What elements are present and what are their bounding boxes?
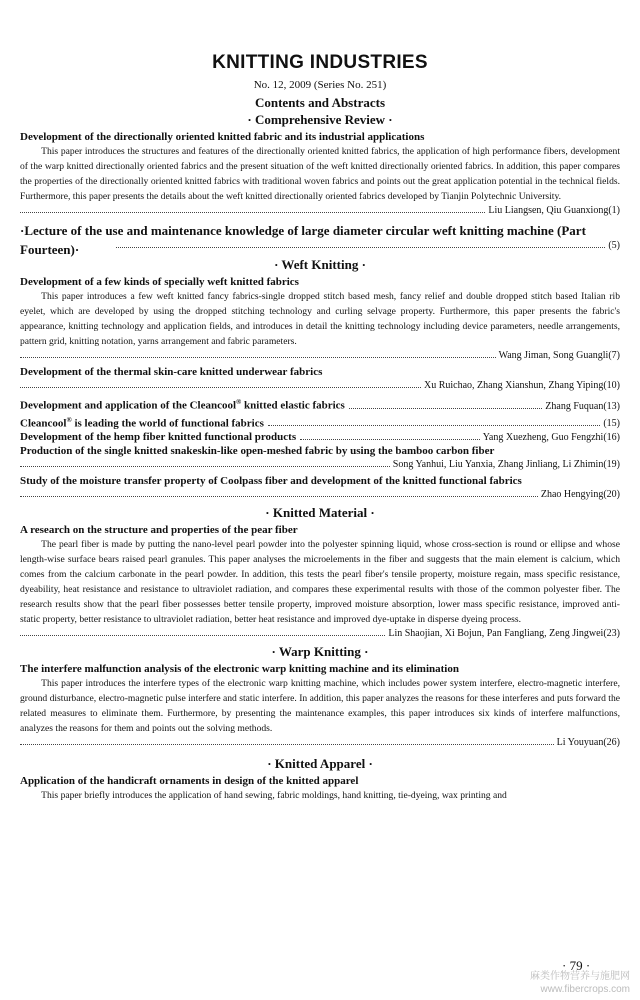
dot-leader — [20, 386, 421, 388]
dot-leader — [268, 424, 600, 426]
article-page: (15) — [603, 418, 620, 430]
page-number: · 79 · — [562, 958, 591, 973]
registered-mark: ® — [236, 398, 242, 406]
article-authors: Yang Xuezheng, Guo Fengzhi(16) — [482, 432, 620, 444]
section-heading-weft: · Weft Knitting · — [274, 257, 366, 272]
article-authors: Li Youyuan(26) — [556, 737, 620, 749]
dot-leader — [116, 246, 605, 248]
article-abstract: This paper briefly introduces the application of hand sewing, fabric moldings, hand knitting, tie-dyeing, wax printing and — [41, 790, 507, 802]
article-authors: Zhang Fuquan(13) — [545, 400, 620, 412]
article-row — [20, 414, 620, 431]
article-abstract: The pearl fiber is made by putting the nano-level pearl powder into the polyester spinning liquid, whose cross-section is round or ellipse and whose length-wise surface bears raised pearl granules. This paper analyses the microelements in the fiber and suggests that the main element is calcium, which comes from the calcium carbonate in the pearl powder. In addition, this tests the pearl fiber's tensile property, moisture regain, mass specific resistance, dyeability, heat resistance and resistance to ultraviolet radiation, and compares these experimental results with those of the common polyester fiber. The research results show that the pearl fiber possesses better tensile property, improved moisture absorption, lower mass specific resistance, improved anti-static property, better resistance to ultraviolet radiation, better heat resistance and improved dye-uptake in disperse dyeing process. — [20, 539, 620, 626]
journal-title: KNITTING INDUSTRIES — [212, 52, 428, 73]
article-byline — [20, 349, 620, 363]
article-title: Development of the thermal skin-care knitted underwear fabrics — [20, 366, 323, 378]
dot-leader — [20, 495, 538, 497]
article-authors: Lin Shaojian, Xi Bojun, Pan Fangliang, Zeng Jingwei(23) — [388, 628, 620, 640]
watermark-line: 麻类作物营养与施肥网 — [530, 971, 630, 982]
watermark-url: www.fibercrops.com — [540, 984, 630, 995]
article-title: Study of the moisture transfer property of Coolpass fiber and development of the knitted functional fabrics — [20, 475, 522, 488]
article-row — [20, 396, 620, 413]
article-title: Development of the hemp fiber knitted functional products — [20, 431, 297, 444]
article-abstract: This paper introduces the interfere types of the electronic warp knitting machine, which includes power system interfere, electro-magnetic interfere, ground disturbance, electro-magnetic pulse interfere and static interfere. In addition, this paper analyzes the reasons for these interferes and puts forward the related measures to eliminate them. Furthermore, by presenting the maintenance examples, this paper introduces six kinds of interfere malfunctions, analyzes the reasons for them and points out the solving methods. — [20, 678, 620, 735]
dot-leader — [300, 438, 480, 440]
section-heading-warp: · Warp Knitting · — [271, 644, 369, 660]
registered-mark: ® — [66, 415, 72, 424]
article-page: (5) — [608, 240, 620, 251]
article-title: Development of a few kinds of specially weft knitted fabrics — [20, 276, 299, 288]
article-title — [20, 221, 620, 259]
article-authors: Xu Ruichao, Zhang Xianshun, Zhang Yiping(10) — [424, 380, 620, 391]
section-heading-material: · Knitted Material · — [265, 505, 375, 521]
article-title: Development of the directionally oriented knitted fabric and its industrial applications — [20, 131, 425, 143]
article-byline — [20, 488, 620, 502]
article-title: A research on the structure and properties of the pear fiber — [20, 524, 298, 537]
article-byline — [20, 736, 620, 750]
contents-heading: Contents and Abstracts — [254, 95, 385, 110]
article-title-text: is leading the world of functional fabrics — [71, 417, 264, 430]
article-title-text: ·Lecture of the use and maintenance knowledge of large diameter circular weft knitting machine (Part Fourteen)· — [20, 223, 586, 257]
article-byline — [20, 627, 620, 641]
article-authors: Zhao Hengying(20) — [540, 489, 620, 501]
article-title — [20, 396, 345, 413]
dot-leader — [20, 211, 485, 213]
article-abstract: This paper introduces the structures and features of the directionally oriented knitted fabrics, the application of high performance fibers, development of the warp knitted directionally oriented fabrics and the present situation of the weft knitted directionally oriented fabrics. In addition, this paper compares the properties of the directionally oriented knitted fabrics with traditional woven fabrics and points out the great application potential in the technical fields. Furthermore, this paper presents the details about the weft knitted directionally oriented fabrics developed by Tianjin Polytechnic University. — [20, 146, 620, 202]
article-byline — [20, 458, 620, 472]
issue-number: No. 12, 2009 (Series No. 251) — [253, 79, 387, 91]
article-title-text: Cleancool — [20, 417, 67, 430]
article-byline — [20, 204, 620, 218]
article-authors: Wang Jiman, Song Guangli(7) — [498, 350, 620, 361]
article-authors: Song Yanhui, Liu Yanxia, Zhang Jinliang, Li Zhimin(19) — [392, 459, 620, 471]
article-row — [20, 221, 620, 259]
article-abstract: This paper introduces a few weft knitted fancy fabrics-single dropped stitch based mesh, fancy relief and double dropped stitch based Italian rib eyelet, which are developed by using the dropped stitching technology and curling selvage property. Furthermore, this paper presents the fabric's appearance, knitting technology and application fields, and introduces in detail the knitting technology including device parameters, needle arrangements, pattern grid, knitting notation, yarns arrangement and fabric parameters. — [20, 291, 620, 347]
article-title: Application of the handicraft ornaments in design of the knitted apparel — [20, 775, 359, 788]
dot-leader — [349, 407, 542, 409]
article-title: Production of the single knitted snakeskin-like open-meshed fabric by using the bamboo carbon fiber — [20, 445, 495, 458]
contents-list — [20, 112, 620, 803]
article-title: The interfere malfunction analysis of the electronic warp knitting machine and its elimination — [20, 663, 459, 676]
section-heading-comprehensive: · Comprehensive Review · — [247, 112, 393, 127]
section-heading-apparel: · Knitted Apparel · — [267, 756, 373, 772]
watermark — [530, 970, 630, 996]
article-authors: Liu Liangsen, Qiu Guanxiong(1) — [488, 205, 620, 216]
article-row — [20, 431, 620, 444]
dot-leader — [20, 465, 390, 467]
article-title-text: Development and application of the Cleancool — [20, 399, 237, 412]
dot-leader — [20, 634, 385, 636]
dot-leader — [20, 743, 554, 745]
article-byline — [20, 379, 620, 393]
article-title-text: knitted elastic fabrics — [241, 399, 345, 412]
article-title — [20, 414, 264, 431]
dot-leader — [20, 356, 496, 358]
